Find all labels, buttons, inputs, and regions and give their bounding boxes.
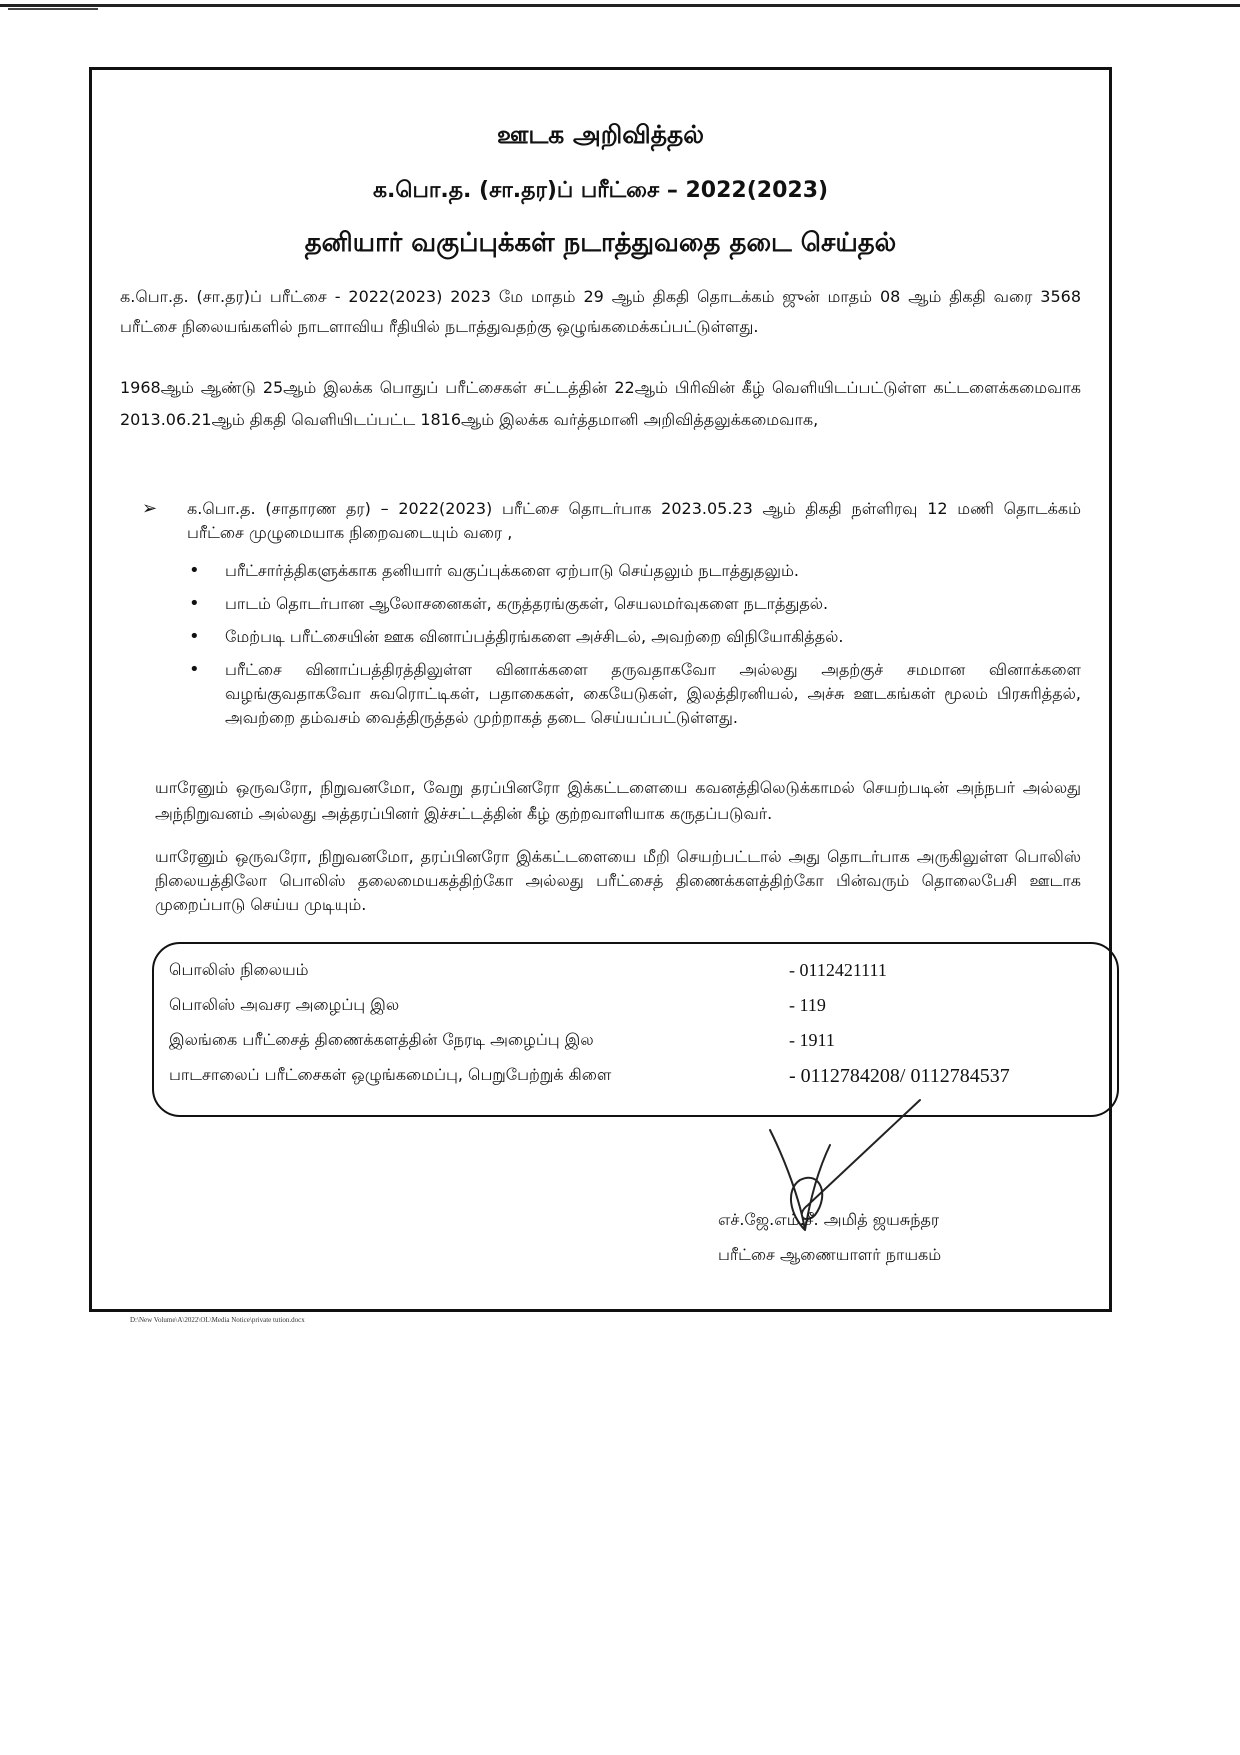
- document-frame: [89, 67, 1112, 1312]
- contact-number: - 0112421111: [789, 960, 887, 980]
- signatory-title: பரீட்சை ஆணையாளர் நாயகம்: [718, 1245, 942, 1264]
- paragraph-complaints: யாரேனும் ஒருவரோ, நிறுவனமோ, தரப்பினரோ இக்கட்டளையை மீறி செயற்பட்டால் அது தொடர்பாக அருகிலுள்ள பொலிஸ் நிலையத்திலோ பொலிஸ் தலைமையகத்திற்கோ அல்லது பரீட்சைத் திணைக்களத்திற்கோ பின்வரும் தொலைபேசி ஊடாக முறைப்பாடு செய்ய முடியும்.: [155, 847, 1081, 914]
- paragraph-penalty: யாரேனும் ஒருவரோ, நிறுவனமோ, வேறு தரப்பினரோ இக்கட்டளையை கவனத்திலெடுக்காமல் செயற்படின் அந்நபர் அல்லது அந்நிறுவனம் அல்லது அத்தரப்பினர் இச்சட்டத்தின் கீழ் குற்றவாளியாக கருதப்படுவர்.: [155, 778, 1081, 823]
- footer-file-path: D:\New Volume\A\2022\OL\Media Notice\private tution.docx: [130, 1316, 305, 1324]
- contact-label: பாடசாலைப் பரீட்சைகள் ஒழுங்கமைப்பு, பெறுபேற்றுக் கிளை: [169, 1065, 612, 1084]
- contact-number: - 1911: [789, 1030, 835, 1050]
- contact-number: - 0112784208/ 0112784537: [789, 1065, 1010, 1087]
- contact-label: பொலிஸ் அவசர அழைப்பு இல: [169, 995, 400, 1014]
- list-item: • மேற்படி பரீட்சையின் ஊக வினாப்பத்திரங்களை அச்சிடல், அவற்றை விநியோகித்தல்.: [187, 625, 1081, 649]
- contact-box: [152, 942, 1119, 1117]
- list-item: • பாடம் தொடர்பான ஆலோசனைகள், கருத்தரங்குகள், செயலமர்வுகளை நடாத்துதல்.: [187, 592, 1081, 616]
- paragraph-legal-basis: 1968ஆம் ஆண்டு 25ஆம் இலக்க பொதுப் பரீட்சைகள் சட்டத்தின் 22ஆம் பிரிவின் கீழ் வெளியிடப்பட்டுள்ள கட்டளைக்கமைவாக 2013.06.21ஆம் திகதி வெளியிடப்பட்ட 1816ஆம் இலக்க வர்த்தமானி அறிவித்தலுக்கமைவாக,: [120, 378, 1081, 429]
- list-item: • பரீட்சை வினாப்பத்திரத்திலுள்ள வினாக்களை தருவதாகவோ அல்லது அதற்குச் சமமான வினாக்களை வழங்குவதாகவோ சுவரொட்டிகள், பதாகைகள், கையேடுகள், இலத்திரனியல், அச்சு ஊடகங்கள் மூலம் பிரசுரித்தல், அவற்றை தம்வசம் வைத்திருத்தல் முற்றாகத் தடை செய்யப்பட்டுள்ளது.: [187, 658, 1081, 730]
- scan-edge-line: [0, 4, 1240, 7]
- prohibition-list: [187, 559, 1081, 739]
- section-intro: க.பொ.த. (சாதாரண தர) – 2022(2023) பரீட்சை தொடர்பாக 2023.05.23 ஆம் திகதி நள்ளிரவு 12 மணி தொடக்கம் பரீட்சை முழுமையாக நிறைவடையும் வரை ,: [187, 499, 1081, 542]
- prohibition-section: [142, 497, 1081, 727]
- exam-heading: க.பொ.த. (சா.தர)ப் பரீட்சை – 2022(2023): [372, 178, 829, 203]
- subject-heading: தனியார் வகுப்புக்கள் நடாத்துவதை தடை செய்தல்: [304, 228, 897, 258]
- list-item: • பரீட்சார்த்திகளுக்காக தனியார் வகுப்புக்களை ஏற்பாடு செய்தலும் நடாத்துதலும்.: [187, 559, 1081, 583]
- contact-label: இலங்கை பரீட்சைத் திணைக்களத்தின் நேரடி அழைப்பு இல: [169, 1030, 594, 1049]
- arrow-bullet-icon: ➢: [142, 498, 158, 519]
- scan-mark: [8, 8, 98, 10]
- contact-label: பொலிஸ் நிலையம்: [169, 960, 309, 979]
- paragraph-exam-dates: க.பொ.த. (சா.தர)ப் பரீட்சை - 2022(2023) 2023 மே மாதம் 29 ஆம் திகதி தொடக்கம் ஜுன் மாதம் 08 ஆம் திகதி வரை 3568 பரீட்சை நிலையங்களில் நாடளாவிய ரீதியில் நடாத்துவதற்கு ஒழுங்கமைக்கப்பட்டுள்ளது.: [120, 287, 1081, 336]
- contact-number: - 119: [789, 995, 826, 1015]
- signatory-name: எச்.ஜே.எம்.சீ. அமித் ஜயசுந்தர: [718, 1210, 940, 1229]
- page-title: ஊடக அறிவித்தல்: [496, 120, 705, 149]
